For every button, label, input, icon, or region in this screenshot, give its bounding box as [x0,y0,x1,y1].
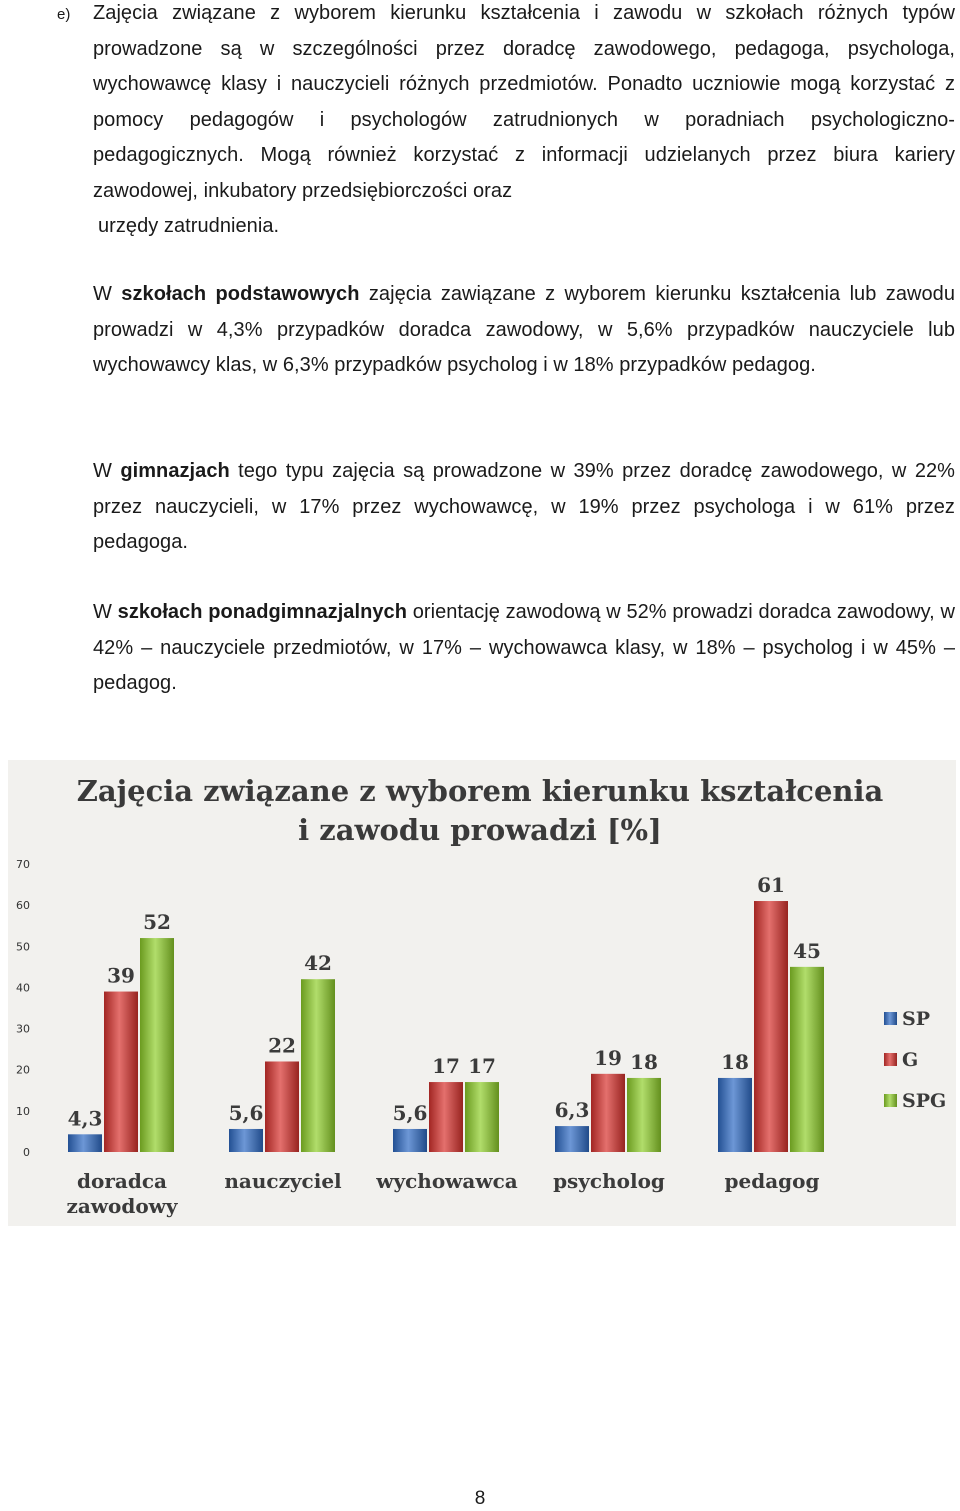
paragraph-bold-term: szkołach ponadgimnazjalnych [117,601,407,623]
y-tick-label: 50 [16,940,30,954]
paragraph-intro [93,0,955,245]
legend-swatch-spg [884,1094,897,1107]
paragraph-body: tego typu zajęcia są prowadzone w 39% przez doradcę zawodowego, w 22% przez nauczycieli, w 17% przez wychowawcę, w 19% przez psychologa i w 61% przez pedagoga. [93,460,955,553]
paragraph-middle-schools [93,454,955,561]
bar-value-label: 17 [432,1054,460,1079]
legend-label: SP [902,1008,931,1030]
bar-value-label: 18 [721,1049,749,1074]
legend-swatch-g [884,1053,897,1066]
x-category-label: nauczyciel [224,1169,342,1193]
paragraph-lead: W [93,460,121,482]
bar-value-label: 6,3 [554,1098,590,1123]
bar-g [104,992,138,1152]
bar-chart-svg [8,760,956,1226]
bar-value-label: 4,3 [67,1106,103,1131]
bar-spg [301,979,335,1152]
y-tick-label: 10 [16,1104,30,1118]
bar-value-label: 42 [304,951,332,976]
chart-title-line: i zawodu prowadzi [%] [298,813,662,847]
legend-swatch-sp [884,1012,897,1025]
y-tick-label: 60 [16,899,30,913]
bar-spg [790,967,824,1152]
legend-label: G [902,1049,919,1071]
bar-value-label: 52 [143,910,171,935]
chart-title-line: Zajęcia związane z wyborem kierunku kształcenia [76,774,884,808]
bar-sp [393,1129,427,1152]
x-category-label: doradca [77,1169,167,1193]
x-category-label: psycholog [553,1169,665,1193]
paragraph-bold-term: szkołach podstawowych [121,283,360,305]
bar-value-label: 18 [630,1049,658,1074]
paragraph-bold-term: gimnazjach [120,460,230,482]
bar-value-label: 5,6 [392,1100,428,1125]
y-tick-label: 20 [16,1063,30,1077]
paragraph-lead: W [93,601,118,623]
bar-sp [555,1126,589,1152]
bar-value-label: 45 [793,938,821,963]
bar-value-label: 19 [594,1045,622,1070]
paragraph-body: zajęcia zawiązane z wyborem kierunku kształcenia lub zawodu prowadzi w 4,3% przypadków doradca zawodowy, w 5,6% przypadków nauczyciele lub wychowawcy klas, w 6,3% przypadków psycholog i w 18% przypadków pedagog. [93,283,955,376]
bar-chart [8,760,956,1226]
paragraph-lead: W [93,283,122,305]
y-tick-label: 70 [16,858,30,871]
bar-value-label: 17 [468,1054,496,1079]
y-tick-label: 40 [16,981,30,995]
page-number: 8 [474,1488,486,1509]
y-tick-label: 30 [16,1022,30,1036]
bar-spg [140,938,174,1152]
bar-value-label: 61 [757,873,785,898]
bar-sp [229,1129,263,1152]
bar-spg [465,1082,499,1152]
bar-value-label: 39 [107,963,135,988]
paragraph-body: orientację zawodową w 52% prowadzi doradca zawodowy, w 42% – nauczyciele przedmiotów, w 17% – wychowawca klasy, w 18% – psycholog i w 45% – pedagog. [93,601,955,694]
list-marker: e) [57,6,71,23]
paragraph-intro-last-line: urzędy zatrudnienia. [98,215,280,237]
bar-g [429,1082,463,1152]
bar-sp [718,1078,752,1152]
bar-value-label: 22 [268,1033,296,1058]
x-category-label: pedagog [724,1169,820,1193]
bar-value-label: 5,6 [228,1100,264,1125]
paragraph-intro-text: Zajęcia związane z wyborem kierunku kształcenia i zawodu w szkołach różnych typów prowadzone są w szczególności przez doradcę zawodowego, pedagoga, psychologa, wychowawcę klasy i nauczycieli różnych przedmiotów. Ponadto uczniowie mogą korzystać z pomocy pedagogów i psychologów zatrudnionych w poradniach psychologiczno-pedagogicznych. Mogą również korzystać z informacji udzielanych przez biura kariery zawodowej, inkubatory przedsiębiorczości oraz [93,2,955,202]
paragraph-primary-schools [93,277,955,384]
bar-g [265,1061,299,1152]
paragraph-upper-secondary [93,595,955,702]
x-category-label: wychowawca [376,1169,518,1193]
legend-label: SPG [902,1090,947,1112]
x-category-label: zawodowy [66,1194,178,1218]
bar-sp [68,1134,102,1152]
bar-spg [627,1078,661,1152]
bar-g [754,901,788,1152]
bar-g [591,1074,625,1152]
y-tick-label: 0 [23,1146,30,1159]
